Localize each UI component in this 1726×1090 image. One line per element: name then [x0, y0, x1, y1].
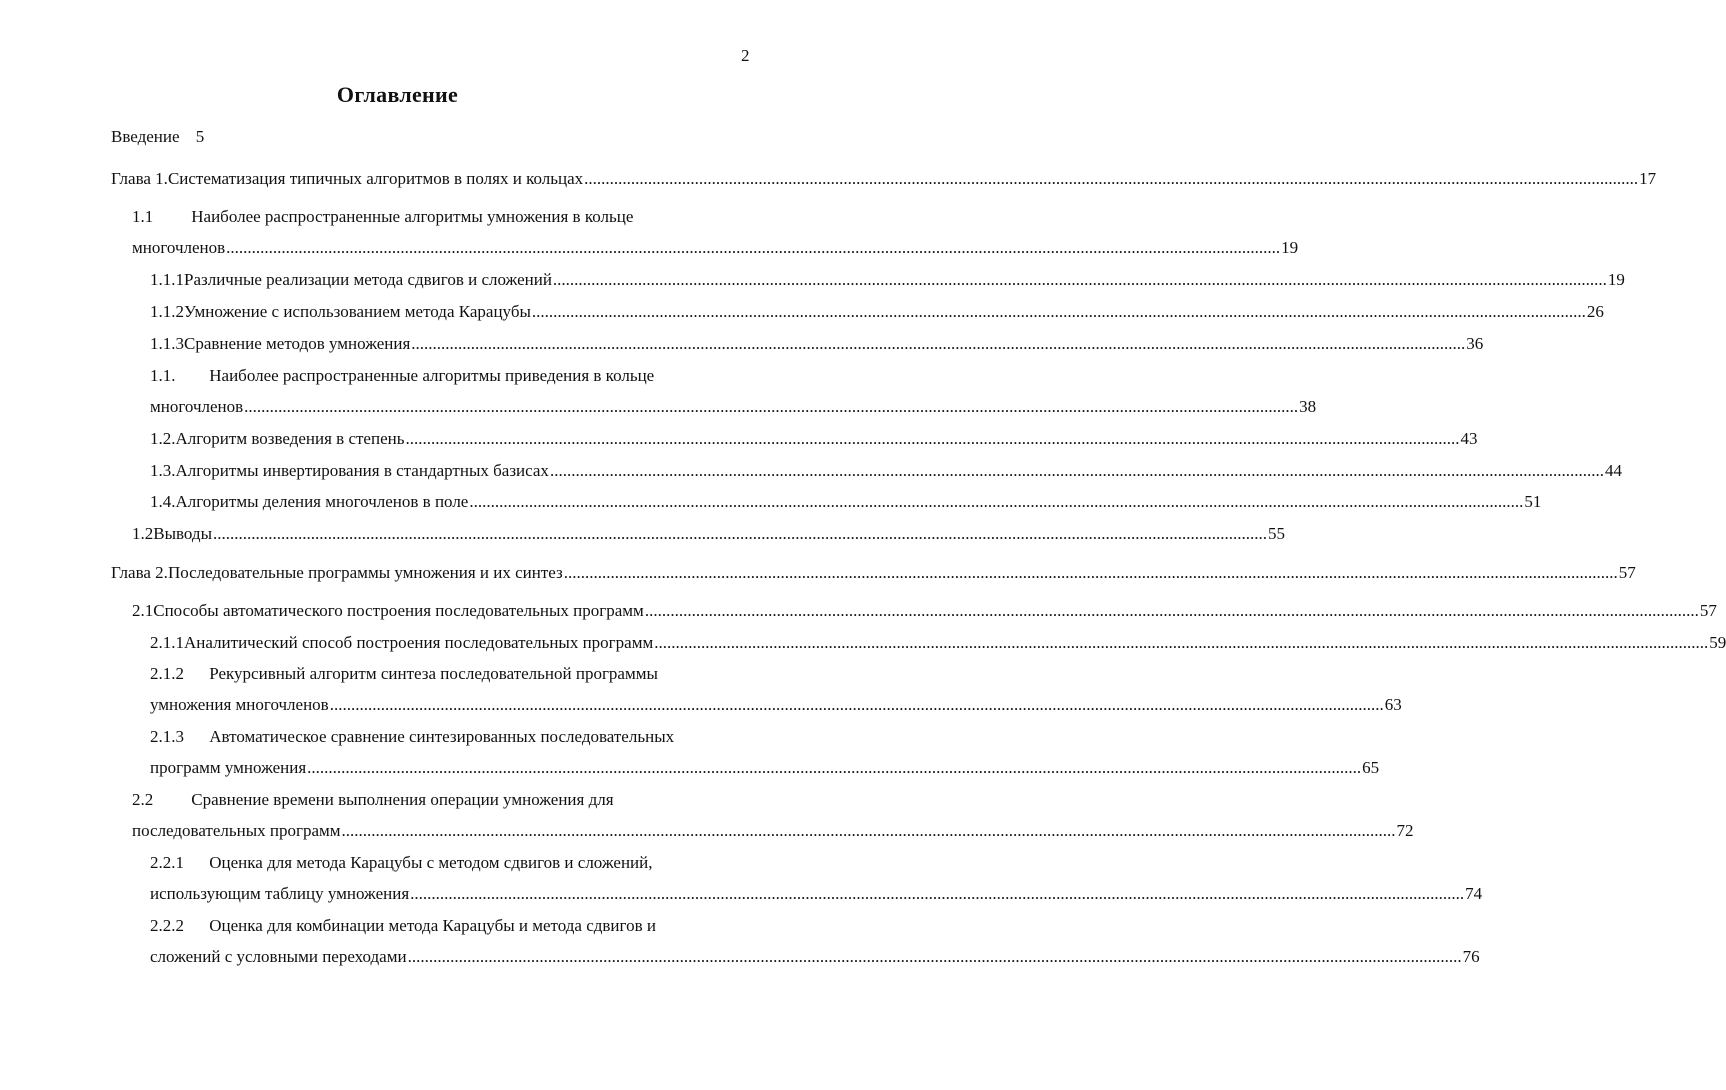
toc-entry-number: 1.2 [132, 524, 154, 543]
toc-entry-title-cont: умножения многочленов [150, 695, 329, 714]
toc-entry-continuation[interactable] [150, 694, 1402, 716]
toc-entry-subsection-1-3[interactable] [150, 460, 1622, 482]
toc-entry-title-cont: последовательных программ [132, 821, 341, 840]
toc-entry-page: 36 [1466, 334, 1484, 353]
toc-entry-number: 2.1.3 [150, 727, 184, 746]
toc-entry-subsection-2-1-3[interactable] [150, 726, 674, 748]
toc-entry-number: 1.1.1 [150, 270, 184, 289]
toc-entry-subsection-1-2[interactable] [150, 428, 1478, 450]
toc-entry-title-cont: многочленов [150, 397, 244, 416]
toc-leader-dots [226, 237, 1280, 259]
toc-entry-subsection-2-2-1[interactable] [150, 852, 653, 874]
toc-entry-number: Глава 1. [111, 169, 168, 188]
toc-entry-page: 59 [1709, 633, 1726, 652]
toc-leader-dots [654, 632, 1708, 654]
toc-entry-page: 44 [1604, 461, 1622, 480]
toc-entry-intro[interactable] [111, 126, 204, 148]
toc-entry-continuation[interactable] [132, 820, 1414, 842]
toc-entry-number: 1.1. [150, 366, 176, 385]
toc-entry-page: 19 [1281, 238, 1299, 257]
toc-leader-dots [342, 820, 1396, 842]
toc-entry-page: 55 [1268, 524, 1286, 543]
toc-entry-title: Сравнение времени выполнения операции умножения для [191, 790, 614, 809]
toc-entry-continuation[interactable] [150, 883, 1483, 905]
toc-entry-title: Автоматическое сравнение синтезированных последовательных [209, 727, 675, 746]
toc-entry-continuation[interactable] [150, 757, 1380, 779]
toc-entry-title: Систематизация типичных алгоритмов в полях и кольцах [167, 169, 584, 188]
toc-leader-dots [584, 168, 1638, 190]
toc-entry-number: 1.1.3 [150, 334, 184, 353]
toc-entry-title: Оценка для метода Карацубы с методом сдвигов и сложений, [209, 853, 653, 872]
toc-entry-subsection-2-1-1[interactable] [150, 632, 1726, 654]
toc-entry-page: 65 [1362, 758, 1380, 777]
toc-entry-section-1-1[interactable] [132, 206, 633, 228]
toc-entry-subsection-2-2-2[interactable] [150, 915, 656, 937]
toc-entry-subsection-2-1-2[interactable] [150, 663, 658, 685]
page-number: 2 [741, 46, 750, 65]
toc-leader-dots [244, 396, 1298, 418]
toc-entry-subsection-1-1-3[interactable] [150, 333, 1484, 355]
toc-entry-page: 17 [1639, 169, 1657, 188]
toc-entry-number: 1.4. [150, 492, 176, 511]
toc-entry-title: Аналитический способ построения последовательных программ [184, 633, 654, 652]
toc-entry-number: 1.1.2 [150, 302, 184, 321]
toc-entry-subsection-1-1-reduction[interactable] [150, 365, 654, 387]
toc-entry-subsection-1-1-2[interactable] [150, 301, 1604, 323]
toc-entry-page: 72 [1396, 821, 1414, 840]
toc-entry-title: Способы автоматического построения последовательных программ [153, 601, 644, 620]
toc-entry-continuation[interactable] [150, 396, 1317, 418]
toc-entry-title: Наиболее распространенные алгоритмы приведения в кольце [209, 366, 655, 385]
toc-leader-dots [330, 694, 1384, 716]
toc-leader-dots [645, 600, 1699, 622]
toc-entry-chapter-2[interactable] [111, 562, 1636, 584]
toc-entry-section-1-2[interactable] [132, 523, 1286, 545]
toc-entry-number: Глава 2. [111, 563, 168, 582]
toc-entry-title-cont: использующим таблицу умножения [150, 884, 410, 903]
toc-entry-title: Оценка для комбинации метода Карацубы и метода сдвигов и [209, 916, 656, 935]
toc-entry-number: 2.1.2 [150, 664, 184, 683]
toc-leader-dots [410, 883, 1464, 905]
toc-leader-dots [550, 460, 1604, 482]
toc-entry-subsection-1-4[interactable] [150, 491, 1542, 513]
toc-entry-page: 5 [195, 127, 205, 146]
toc-entry-number: 2.2 [132, 790, 154, 809]
toc-entry-section-2-2[interactable] [132, 789, 614, 811]
toc-entry-page: 57 [1699, 601, 1717, 620]
toc-entry-title: Наиболее распространенные алгоритмы умножения в кольце [191, 207, 634, 226]
toc-entry-number: 1.2. [150, 429, 176, 448]
toc-entry-page: 43 [1460, 429, 1478, 448]
toc-entry-page: 38 [1299, 397, 1317, 416]
toc-entry-page: 74 [1465, 884, 1483, 903]
toc-entry-title: Алгоритм возведения в степень [175, 429, 405, 448]
toc-leader-dots [553, 269, 1607, 291]
toc-entry-page: 76 [1462, 947, 1480, 966]
toc-entry-chapter-1[interactable] [111, 168, 1657, 190]
toc-entry-continuation[interactable] [150, 946, 1480, 968]
toc-entry-title: Различные реализации метода сдвигов и сложений [184, 270, 552, 289]
toc-entry-number: 1.1 [132, 207, 154, 226]
toc-leader-dots [405, 428, 1459, 450]
toc-entry-title-cont: программ умножения [150, 758, 307, 777]
toc-entry-page: 57 [1618, 563, 1636, 582]
toc-entry-page: 19 [1607, 270, 1625, 289]
toc-entry-continuation[interactable] [132, 237, 1299, 259]
toc-entry-page: 51 [1524, 492, 1542, 511]
toc-leader-dots [213, 523, 1267, 545]
toc-entry-number: 2.1 [132, 601, 154, 620]
toc-entry-title: Выводы [153, 524, 213, 543]
toc-entry-title: Сравнение методов умножения [184, 334, 411, 353]
toc-entry-title: Умножение с использованием метода Карацубы [184, 302, 531, 321]
toc-entry-number: 2.1.1 [150, 633, 184, 652]
toc-entry-page: 63 [1384, 695, 1402, 714]
toc-leader-dots [469, 491, 1523, 513]
toc-leader-dots [307, 757, 1361, 779]
toc-entry-title: Рекурсивный алгоритм синтеза последовательной программы [209, 664, 658, 683]
toc-leader-dots [532, 301, 1586, 323]
toc-leader-dots [564, 562, 1618, 584]
toc-entry-page: 26 [1586, 302, 1604, 321]
page-title: Оглавление [336, 82, 459, 107]
toc-entry-title: Последовательные программы умножения и их синтез [167, 563, 563, 582]
toc-entry-title: Алгоритмы инвертирования в стандартных базисах [175, 461, 549, 480]
toc-entry-title: Алгоритмы деления многочленов в поле [175, 492, 469, 511]
toc-entry-number: 1.3. [150, 461, 176, 480]
toc-leader-dots [411, 333, 1465, 355]
toc-entry-number: 2.2.1 [150, 853, 184, 872]
toc-entry-section-2-1[interactable] [132, 600, 1717, 622]
toc-entry-number: Введение [111, 127, 180, 146]
toc-entry-number: 2.2.2 [150, 916, 184, 935]
toc-entry-title-cont: сложений с условными переходами [150, 947, 407, 966]
toc-entry-subsection-1-1-1[interactable] [150, 269, 1625, 291]
toc-entry-title-cont: многочленов [132, 238, 226, 257]
toc-leader-dots [408, 946, 1462, 968]
